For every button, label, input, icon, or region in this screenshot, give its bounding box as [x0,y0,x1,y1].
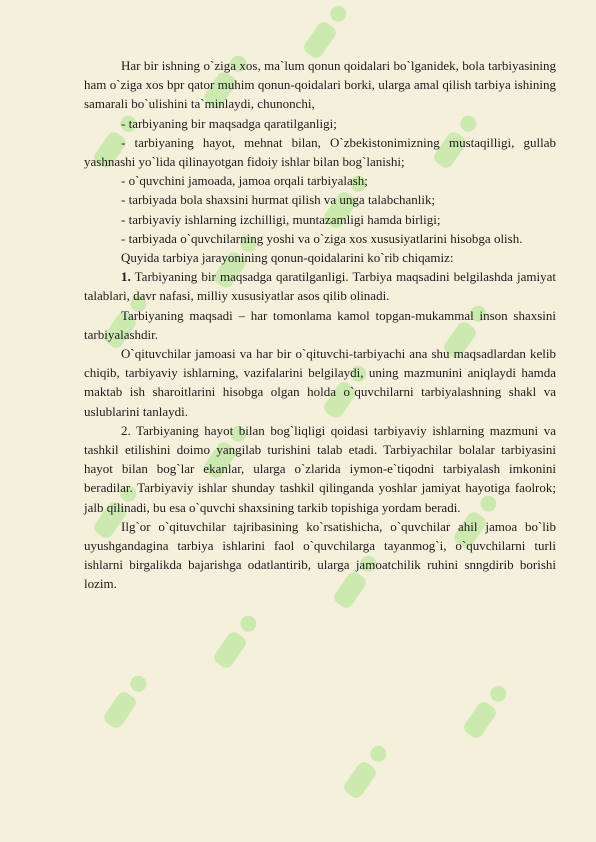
list-item: - tarbiyada o`quvchilarning yoshi va o`ziga xos xususiyatlarini hisobga olish. [121,230,523,246]
paragraph-rule-2: 2. Tarbiyaning hayot bilan bog`liqligi qoidasi tarbiyaviy ishlarning mazmuni va tashkil etilishini doimo yangilab turishini talab etadi. Tarbiyachilar bolalar tarbiyasini hayot bilan bog`lar ekanlar, ularga o`zlarida iymon-e`tiqodni tarbiyalash imkonini beradilar. Tarbiyaviy ishlar shunday tashkil qilinganda yoshlar jamiyat hayotiga faolrok; jalb qilinadi, bu esa o`quvchi shaxsining tarkib topishiga yordam beradi. [84,422,556,515]
paragraph-teachers: O`qituvchilar jamoasi va har bir o`qituvchi-tarbiyachi ana shu maqsadlardan kelib chiqib, tarbiyaviy ishlarning, vazifalarini belgilaydi, uning mazmunini aniqlaydi hamda maktab ish sharoitlarini hisobga olgan holda o`quvchilarni tarbiyalashning shakl va uslublarini tanlaydi. [84,346,556,419]
watermark-glyph [461,681,511,740]
watermark-glyph [101,671,151,730]
paragraph-transition: Quyida tarbiya jarayonining qonun-qoidalarini ko`rib chiqamiz: [121,250,454,266]
watermark-glyph [211,611,261,670]
rule-1-text: Tarbiyaning bir maqsadga qaratilganligi. Tarbiya maqsadini belgilashda jamiyat talablari, davr nafasi, milliy xususiyatlar asos qilib olinadi. [84,269,556,304]
list-item: - o`quvchini jamoada, jamoa orqali tarbiyalash; [121,173,368,189]
watermark-glyph [341,741,391,800]
paragraph-intro: Har bir ishning o`ziga xos, ma`lum qonun qoidalari bo`lganidek, bola tarbiyasining ham o`ziga xos bpr qator muhim qonun-qoidalari borki, ularga amal qilish tarbiya ishining samarali bo`ulishini ta`minlaydi, chunonchi, [84,58,556,112]
paragraph-experience: Ilg`or o`qituvchilar tajribasining ko`rsatishicha, o`quvchilar ahil jamoa bo`lib uyushgandagina tarbiya ishlarini faol o`quvchilarga tayanmog`i, o`quvchilarni turli ishlarni birgalikda bajarishga odatlantirib, ularga jamoatchilik ruhini snngdirib borishi lozim. [84,518,556,592]
watermark-glyph [301,1,351,60]
rule-number: 1. [121,269,131,285]
paragraph-goal: Tarbiyaning maqsadi – har tomonlama kamol topgan-mukammal inson shaxsini tarbiyalashdir. [84,307,556,342]
document-body [84,56,556,594]
paragraph-rule-1 [84,267,556,305]
list-item: - tarbiyaviy ishlarning izchilligi, muntazamligi hamda birligi; [121,211,441,227]
list-item: - tarbiyaning hayot, mehnat bilan, O`zbekistonimizning mustaqilligi, gullab yashnashi yo`lida qilinayotgan fidoiy ishlar bilan bog`lanishi; [84,134,556,170]
list-item: - tarbiyada bola shaxsini hurmat qilish va unga talabchanlik; [121,192,436,208]
list-item: - tarbiyaning bir maqsadga qaratilganligi; [121,115,337,131]
